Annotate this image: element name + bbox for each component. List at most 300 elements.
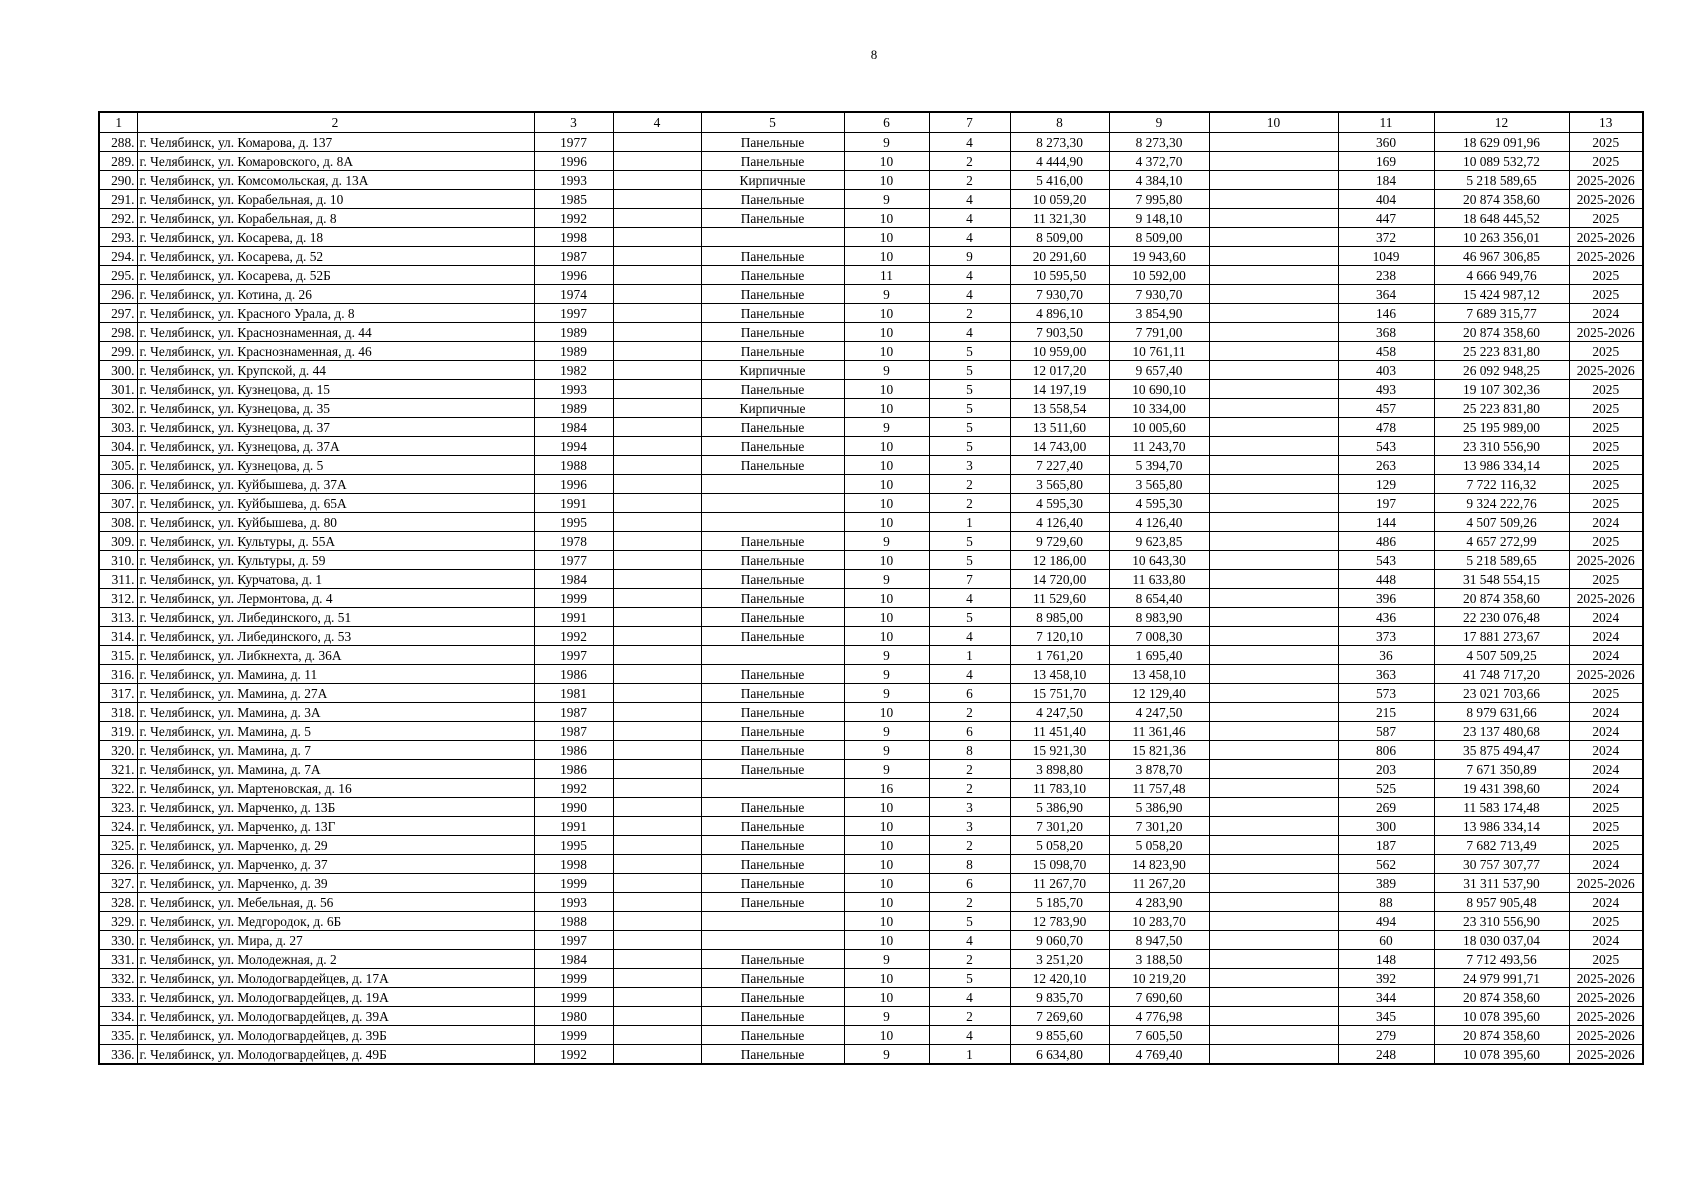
row-number-cell: 307. — [99, 494, 137, 513]
cost-cell: 19 431 398,60 — [1434, 779, 1569, 798]
living-area-cell: 4 372,70 — [1109, 152, 1209, 171]
residents-cell: 486 — [1338, 532, 1434, 551]
total-area-cell: 9 060,70 — [1010, 931, 1109, 950]
column-header: 8 — [1010, 112, 1109, 133]
column-10-cell — [1209, 988, 1338, 1007]
table-body — [99, 112, 1643, 1064]
year-built-cell: 1992 — [534, 627, 613, 646]
floors-cell: 10 — [844, 589, 929, 608]
row-number-cell: 292. — [99, 209, 137, 228]
year-built-cell: 1986 — [534, 760, 613, 779]
column-10-cell — [1209, 684, 1338, 703]
floors-cell: 10 — [844, 437, 929, 456]
column-10-cell — [1209, 779, 1338, 798]
period-cell: 2025 — [1569, 380, 1643, 399]
column-10-cell — [1209, 798, 1338, 817]
address-cell: г. Челябинск, ул. Мира, д. 27 — [137, 931, 534, 950]
living-area-cell: 7 301,20 — [1109, 817, 1209, 836]
table-row — [99, 418, 1643, 437]
cost-cell: 8 957 905,48 — [1434, 893, 1569, 912]
cost-cell: 35 875 494,47 — [1434, 741, 1569, 760]
living-area-cell: 4 283,90 — [1109, 893, 1209, 912]
year-built-cell: 1984 — [534, 418, 613, 437]
column-4-cell — [613, 133, 701, 152]
table-row — [99, 665, 1643, 684]
table-row — [99, 513, 1643, 532]
address-cell: г. Челябинск, ул. Марченко, д. 37 — [137, 855, 534, 874]
residents-cell: 458 — [1338, 342, 1434, 361]
row-number-cell: 313. — [99, 608, 137, 627]
cost-cell: 4 507 509,26 — [1434, 513, 1569, 532]
living-area-cell: 8 509,00 — [1109, 228, 1209, 247]
living-area-cell: 14 823,90 — [1109, 855, 1209, 874]
cost-cell: 25 223 831,80 — [1434, 342, 1569, 361]
wall-material-cell: Панельные — [701, 589, 844, 608]
year-built-cell: 1981 — [534, 684, 613, 703]
wall-material-cell: Кирпичные — [701, 171, 844, 190]
year-built-cell: 1978 — [534, 532, 613, 551]
year-built-cell: 1998 — [534, 228, 613, 247]
year-built-cell: 1999 — [534, 589, 613, 608]
total-area-cell: 3 898,80 — [1010, 760, 1109, 779]
residents-cell: 562 — [1338, 855, 1434, 874]
table-row — [99, 912, 1643, 931]
residents-cell: 148 — [1338, 950, 1434, 969]
cost-cell: 10 078 395,60 — [1434, 1045, 1569, 1065]
cost-cell: 46 967 306,85 — [1434, 247, 1569, 266]
wall-material-cell: Панельные — [701, 760, 844, 779]
row-number-cell: 310. — [99, 551, 137, 570]
table-row — [99, 247, 1643, 266]
column-4-cell — [613, 931, 701, 950]
year-built-cell: 1989 — [534, 399, 613, 418]
column-10-cell — [1209, 513, 1338, 532]
table-row — [99, 798, 1643, 817]
table-row — [99, 570, 1643, 589]
column-4-cell — [613, 684, 701, 703]
period-cell: 2025-2026 — [1569, 969, 1643, 988]
floors-cell: 10 — [844, 152, 929, 171]
column-header: 11 — [1338, 112, 1434, 133]
entrances-cell: 4 — [929, 209, 1010, 228]
period-cell: 2025-2026 — [1569, 1007, 1643, 1026]
wall-material-cell: Панельные — [701, 323, 844, 342]
column-10-cell — [1209, 342, 1338, 361]
address-cell: г. Челябинск, ул. Медгородок, д. 6Б — [137, 912, 534, 931]
year-built-cell: 1984 — [534, 570, 613, 589]
table-row — [99, 209, 1643, 228]
column-10-cell — [1209, 418, 1338, 437]
floors-cell: 9 — [844, 760, 929, 779]
living-area-cell: 7 930,70 — [1109, 285, 1209, 304]
residents-cell: 573 — [1338, 684, 1434, 703]
total-area-cell: 12 783,90 — [1010, 912, 1109, 931]
row-number-cell: 293. — [99, 228, 137, 247]
cost-cell: 20 874 358,60 — [1434, 323, 1569, 342]
year-built-cell: 1989 — [534, 323, 613, 342]
table-row — [99, 855, 1643, 874]
living-area-cell: 4 247,50 — [1109, 703, 1209, 722]
wall-material-cell — [701, 228, 844, 247]
floors-cell: 10 — [844, 703, 929, 722]
year-built-cell: 1996 — [534, 266, 613, 285]
period-cell: 2025 — [1569, 817, 1643, 836]
cost-cell: 20 874 358,60 — [1434, 589, 1569, 608]
entrances-cell: 2 — [929, 779, 1010, 798]
cost-cell: 30 757 307,77 — [1434, 855, 1569, 874]
table-row — [99, 931, 1643, 950]
floors-cell: 10 — [844, 912, 929, 931]
total-area-cell: 14 743,00 — [1010, 437, 1109, 456]
residents-cell: 36 — [1338, 646, 1434, 665]
entrances-cell: 8 — [929, 741, 1010, 760]
year-built-cell: 1982 — [534, 361, 613, 380]
total-area-cell: 20 291,60 — [1010, 247, 1109, 266]
wall-material-cell: Панельные — [701, 1026, 844, 1045]
column-10-cell — [1209, 323, 1338, 342]
cost-cell: 20 874 358,60 — [1434, 988, 1569, 1007]
column-4-cell — [613, 779, 701, 798]
column-10-cell — [1209, 380, 1338, 399]
period-cell: 2025-2026 — [1569, 1045, 1643, 1065]
period-cell: 2025-2026 — [1569, 171, 1643, 190]
wall-material-cell: Панельные — [701, 570, 844, 589]
living-area-cell: 13 458,10 — [1109, 665, 1209, 684]
address-cell: г. Челябинск, ул. Красного Урала, д. 8 — [137, 304, 534, 323]
floors-cell: 10 — [844, 551, 929, 570]
address-cell: г. Челябинск, ул. Лермонтова, д. 4 — [137, 589, 534, 608]
address-cell: г. Челябинск, ул. Молодежная, д. 2 — [137, 950, 534, 969]
wall-material-cell: Кирпичные — [701, 399, 844, 418]
total-area-cell: 11 783,10 — [1010, 779, 1109, 798]
total-area-cell: 7 903,50 — [1010, 323, 1109, 342]
column-10-cell — [1209, 1045, 1338, 1065]
address-cell: г. Челябинск, ул. Куйбышева, д. 80 — [137, 513, 534, 532]
cost-cell: 22 230 076,48 — [1434, 608, 1569, 627]
column-header: 13 — [1569, 112, 1643, 133]
column-4-cell — [613, 570, 701, 589]
cost-cell: 7 689 315,77 — [1434, 304, 1569, 323]
cost-cell: 18 648 445,52 — [1434, 209, 1569, 228]
entrances-cell: 2 — [929, 836, 1010, 855]
row-number-cell: 312. — [99, 589, 137, 608]
residents-cell: 215 — [1338, 703, 1434, 722]
row-number-cell: 315. — [99, 646, 137, 665]
wall-material-cell: Панельные — [701, 893, 844, 912]
living-area-cell: 10 334,00 — [1109, 399, 1209, 418]
column-10-cell — [1209, 931, 1338, 950]
table-row — [99, 589, 1643, 608]
floors-cell: 9 — [844, 285, 929, 304]
row-number-cell: 308. — [99, 513, 137, 532]
column-4-cell — [613, 703, 701, 722]
address-cell: г. Челябинск, ул. Кузнецова, д. 15 — [137, 380, 534, 399]
column-4-cell — [613, 874, 701, 893]
living-area-cell: 10 283,70 — [1109, 912, 1209, 931]
column-header: 3 — [534, 112, 613, 133]
floors-cell: 9 — [844, 133, 929, 152]
address-cell: г. Челябинск, ул. Мартеновская, д. 16 — [137, 779, 534, 798]
cost-cell: 7 722 116,32 — [1434, 475, 1569, 494]
table-row — [99, 190, 1643, 209]
living-area-cell: 7 605,50 — [1109, 1026, 1209, 1045]
residents-cell: 493 — [1338, 380, 1434, 399]
total-area-cell: 14 197,19 — [1010, 380, 1109, 399]
column-4-cell — [613, 893, 701, 912]
table-row — [99, 456, 1643, 475]
address-cell: г. Челябинск, ул. Молодогвардейцев, д. 39А — [137, 1007, 534, 1026]
year-built-cell: 1987 — [534, 722, 613, 741]
year-built-cell: 1998 — [534, 855, 613, 874]
address-cell: г. Челябинск, ул. Либкнехта, д. 36А — [137, 646, 534, 665]
residents-cell: 197 — [1338, 494, 1434, 513]
floors-cell: 9 — [844, 684, 929, 703]
year-built-cell: 1999 — [534, 969, 613, 988]
column-4-cell — [613, 988, 701, 1007]
wall-material-cell — [701, 646, 844, 665]
wall-material-cell: Панельные — [701, 342, 844, 361]
total-area-cell: 5 058,20 — [1010, 836, 1109, 855]
column-10-cell — [1209, 760, 1338, 779]
entrances-cell: 5 — [929, 418, 1010, 437]
floors-cell: 9 — [844, 1045, 929, 1065]
column-10-cell — [1209, 969, 1338, 988]
period-cell: 2025 — [1569, 456, 1643, 475]
address-cell: г. Челябинск, ул. Мамина, д. 27А — [137, 684, 534, 703]
floors-cell: 10 — [844, 342, 929, 361]
total-area-cell: 13 511,60 — [1010, 418, 1109, 437]
period-cell: 2025 — [1569, 399, 1643, 418]
total-area-cell: 10 595,50 — [1010, 266, 1109, 285]
column-4-cell — [613, 1026, 701, 1045]
period-cell: 2024 — [1569, 722, 1643, 741]
entrances-cell: 5 — [929, 912, 1010, 931]
total-area-cell: 9 855,60 — [1010, 1026, 1109, 1045]
cost-cell: 4 666 949,76 — [1434, 266, 1569, 285]
cost-cell: 20 874 358,60 — [1434, 190, 1569, 209]
residents-cell: 436 — [1338, 608, 1434, 627]
column-4-cell — [613, 836, 701, 855]
living-area-cell: 1 695,40 — [1109, 646, 1209, 665]
table-row — [99, 551, 1643, 570]
wall-material-cell: Панельные — [701, 304, 844, 323]
column-10-cell — [1209, 551, 1338, 570]
address-cell: г. Челябинск, ул. Мамина, д. 5 — [137, 722, 534, 741]
cost-cell: 23 137 480,68 — [1434, 722, 1569, 741]
cost-cell: 10 089 532,72 — [1434, 152, 1569, 171]
period-cell: 2025 — [1569, 209, 1643, 228]
floors-cell: 10 — [844, 608, 929, 627]
address-cell: г. Челябинск, ул. Кузнецова, д. 37А — [137, 437, 534, 456]
residents-cell: 372 — [1338, 228, 1434, 247]
floors-cell: 10 — [844, 988, 929, 1007]
cost-cell: 24 979 991,71 — [1434, 969, 1569, 988]
residents-cell: 403 — [1338, 361, 1434, 380]
period-cell: 2025 — [1569, 532, 1643, 551]
total-area-cell: 3 251,20 — [1010, 950, 1109, 969]
column-4-cell — [613, 342, 701, 361]
table-row — [99, 323, 1643, 342]
row-number-cell: 329. — [99, 912, 137, 931]
year-built-cell: 1987 — [534, 247, 613, 266]
row-number-cell: 317. — [99, 684, 137, 703]
address-cell: г. Челябинск, ул. Молодогвардейцев, д. 49Б — [137, 1045, 534, 1065]
residents-cell: 448 — [1338, 570, 1434, 589]
cost-cell: 11 583 174,48 — [1434, 798, 1569, 817]
row-number-cell: 291. — [99, 190, 137, 209]
living-area-cell: 3 878,70 — [1109, 760, 1209, 779]
year-built-cell: 1993 — [534, 380, 613, 399]
table-row — [99, 646, 1643, 665]
residents-cell: 587 — [1338, 722, 1434, 741]
wall-material-cell: Панельные — [701, 247, 844, 266]
row-number-cell: 327. — [99, 874, 137, 893]
column-4-cell — [613, 532, 701, 551]
row-number-cell: 326. — [99, 855, 137, 874]
entrances-cell: 1 — [929, 1045, 1010, 1065]
table-row — [99, 342, 1643, 361]
address-cell: г. Челябинск, ул. Марченко, д. 13Г — [137, 817, 534, 836]
entrances-cell: 5 — [929, 342, 1010, 361]
wall-material-cell: Панельные — [701, 133, 844, 152]
column-10-cell — [1209, 912, 1338, 931]
column-4-cell — [613, 646, 701, 665]
column-4-cell — [613, 475, 701, 494]
wall-material-cell: Панельные — [701, 152, 844, 171]
entrances-cell: 2 — [929, 760, 1010, 779]
column-4-cell — [613, 437, 701, 456]
total-area-cell: 4 247,50 — [1010, 703, 1109, 722]
floors-cell: 9 — [844, 950, 929, 969]
period-cell: 2024 — [1569, 893, 1643, 912]
floors-cell: 10 — [844, 874, 929, 893]
table-row — [99, 494, 1643, 513]
column-4-cell — [613, 608, 701, 627]
column-4-cell — [613, 380, 701, 399]
wall-material-cell: Панельные — [701, 722, 844, 741]
table-row — [99, 703, 1643, 722]
total-area-cell: 5 185,70 — [1010, 893, 1109, 912]
residents-cell: 60 — [1338, 931, 1434, 950]
column-10-cell — [1209, 171, 1338, 190]
living-area-cell: 7 008,30 — [1109, 627, 1209, 646]
living-area-cell: 4 126,40 — [1109, 513, 1209, 532]
column-4-cell — [613, 171, 701, 190]
year-built-cell: 1974 — [534, 285, 613, 304]
floors-cell: 9 — [844, 722, 929, 741]
cost-cell: 41 748 717,20 — [1434, 665, 1569, 684]
year-built-cell: 1996 — [534, 152, 613, 171]
column-header: 1 — [99, 112, 137, 133]
residents-cell: 1049 — [1338, 247, 1434, 266]
year-built-cell: 1999 — [534, 1026, 613, 1045]
table-row — [99, 722, 1643, 741]
column-4-cell — [613, 855, 701, 874]
cost-cell: 13 986 334,14 — [1434, 456, 1569, 475]
cost-cell: 18 629 091,96 — [1434, 133, 1569, 152]
cost-cell: 26 092 948,25 — [1434, 361, 1569, 380]
row-number-cell: 309. — [99, 532, 137, 551]
total-area-cell: 4 595,30 — [1010, 494, 1109, 513]
living-area-cell: 11 633,80 — [1109, 570, 1209, 589]
row-number-cell: 324. — [99, 817, 137, 836]
address-cell: г. Челябинск, ул. Котина, д. 26 — [137, 285, 534, 304]
period-cell: 2025-2026 — [1569, 323, 1643, 342]
year-built-cell: 1988 — [534, 456, 613, 475]
row-number-cell: 297. — [99, 304, 137, 323]
residents-cell: 543 — [1338, 551, 1434, 570]
period-cell: 2025-2026 — [1569, 665, 1643, 684]
table-row — [99, 304, 1643, 323]
period-cell: 2025-2026 — [1569, 988, 1643, 1007]
year-built-cell: 1985 — [534, 190, 613, 209]
column-10-cell — [1209, 209, 1338, 228]
column-4-cell — [613, 285, 701, 304]
row-number-cell: 306. — [99, 475, 137, 494]
entrances-cell: 4 — [929, 589, 1010, 608]
year-built-cell: 1994 — [534, 437, 613, 456]
living-area-cell: 9 657,40 — [1109, 361, 1209, 380]
column-4-cell — [613, 399, 701, 418]
row-number-cell: 330. — [99, 931, 137, 950]
wall-material-cell: Панельные — [701, 456, 844, 475]
living-area-cell: 7 995,80 — [1109, 190, 1209, 209]
page-number: 8 — [870, 47, 878, 62]
living-area-cell: 4 769,40 — [1109, 1045, 1209, 1065]
period-cell: 2025 — [1569, 836, 1643, 855]
residents-cell: 187 — [1338, 836, 1434, 855]
living-area-cell: 11 757,48 — [1109, 779, 1209, 798]
cost-cell: 19 107 302,36 — [1434, 380, 1569, 399]
period-cell: 2025-2026 — [1569, 551, 1643, 570]
entrances-cell: 2 — [929, 494, 1010, 513]
living-area-cell: 10 219,20 — [1109, 969, 1209, 988]
wall-material-cell: Кирпичные — [701, 361, 844, 380]
total-area-cell: 7 930,70 — [1010, 285, 1109, 304]
residents-cell: 238 — [1338, 266, 1434, 285]
row-number-cell: 321. — [99, 760, 137, 779]
table-row — [99, 361, 1643, 380]
address-cell: г. Челябинск, ул. Корабельная, д. 8 — [137, 209, 534, 228]
residents-cell: 169 — [1338, 152, 1434, 171]
table-row — [99, 399, 1643, 418]
living-area-cell: 4 776,98 — [1109, 1007, 1209, 1026]
column-4-cell — [613, 722, 701, 741]
year-built-cell: 1984 — [534, 950, 613, 969]
period-cell: 2025 — [1569, 342, 1643, 361]
row-number-cell: 296. — [99, 285, 137, 304]
row-number-cell: 289. — [99, 152, 137, 171]
floors-cell: 9 — [844, 190, 929, 209]
wall-material-cell: Панельные — [701, 684, 844, 703]
year-built-cell: 1986 — [534, 665, 613, 684]
living-area-cell: 5 058,20 — [1109, 836, 1209, 855]
residents-cell: 344 — [1338, 988, 1434, 1007]
column-header: 9 — [1109, 112, 1209, 133]
total-area-cell: 12 017,20 — [1010, 361, 1109, 380]
address-cell: г. Челябинск, ул. Крупской, д. 44 — [137, 361, 534, 380]
column-10-cell — [1209, 475, 1338, 494]
column-4-cell — [613, 1045, 701, 1065]
row-number-cell: 288. — [99, 133, 137, 152]
cost-cell: 7 712 493,56 — [1434, 950, 1569, 969]
total-area-cell: 11 267,70 — [1010, 874, 1109, 893]
living-area-cell: 3 188,50 — [1109, 950, 1209, 969]
cost-cell: 23 310 556,90 — [1434, 437, 1569, 456]
table-row — [99, 152, 1643, 171]
year-built-cell: 1999 — [534, 874, 613, 893]
row-number-cell: 290. — [99, 171, 137, 190]
